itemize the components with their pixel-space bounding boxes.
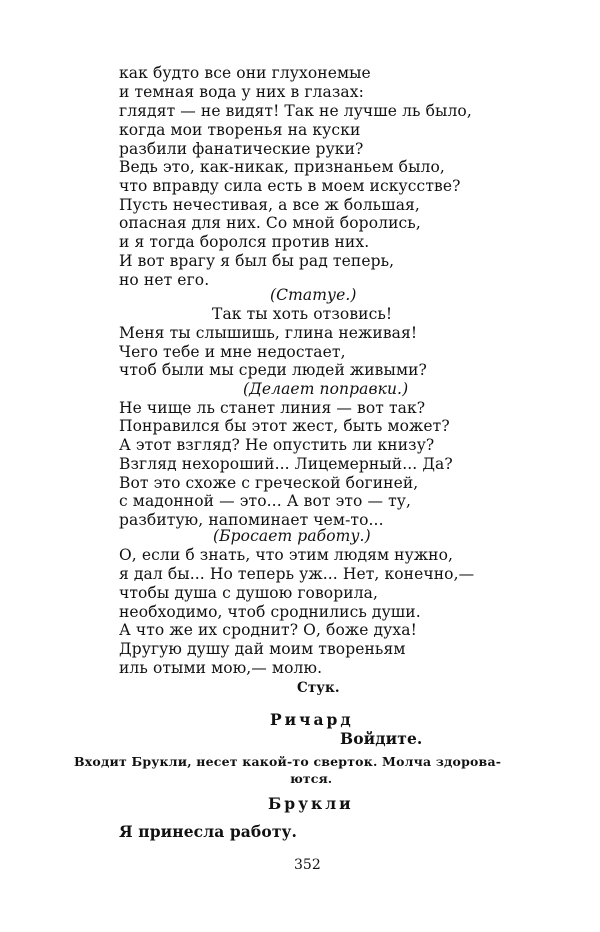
- verse-line: А этот взгляд? Не опустить ли книзу?: [119, 436, 435, 454]
- verse-line: Чего тебе и мне недостает,: [119, 343, 346, 361]
- speaker-name: Ричард: [270, 710, 354, 729]
- verse-line: Не чище ль станет линия — вот так?: [119, 399, 426, 417]
- verse-line: и темная вода у них в глазах:: [119, 83, 364, 101]
- verse-line: Взгляд нехороший... Лицемерный... Да?: [119, 455, 453, 473]
- verse-line: когда мои творенья на куски: [119, 121, 361, 139]
- stage-direction: (Бросает работу.): [213, 527, 371, 545]
- verse-line: чтобы душа с душою говорила,: [119, 584, 379, 602]
- stage-direction: (Статуе.): [270, 286, 357, 304]
- stage-direction: ются.: [290, 771, 333, 786]
- verse-line: с мадонной — это... А вот это — ту,: [119, 492, 412, 510]
- verse-line: иль отыми мою,— молю.: [119, 659, 323, 677]
- verse-line: Вот это схоже с греческой богиней,: [119, 474, 419, 492]
- stage-direction: Стук.: [297, 680, 340, 696]
- verse-line: глядят — не видят! Так не лучше ль было,: [119, 102, 472, 120]
- stage-direction: (Делает поправки.): [243, 380, 409, 398]
- dialogue-line: Войдите.: [340, 729, 423, 748]
- verse-line: Меня ты слышишь, глина неживая!: [119, 324, 418, 342]
- verse-line: и я тогда боролся против них.: [119, 233, 370, 251]
- verse-line: чтоб были мы среди людей живыми?: [119, 361, 427, 379]
- verse-line: разбитую, напоминает чем-то...: [119, 511, 384, 529]
- verse-line: что вправду сила есть в моем искусстве?: [119, 177, 461, 195]
- verse-line: опасная для них. Со мной боролись,: [119, 214, 421, 232]
- verse-line: я дал бы... Но теперь уж... Нет, конечно,—: [119, 565, 475, 583]
- verse-line: Ведь это, как-никак, признаньем было,: [119, 158, 445, 176]
- verse-line: но нет его.: [119, 271, 210, 289]
- verse-line: Понравился бы этот жест, быть может?: [119, 417, 450, 435]
- verse-line: разбили фанатические руки?: [119, 140, 364, 158]
- verse-line: А что же их сроднит? О, боже духа!: [119, 621, 417, 639]
- verse-line: Другую душу дай моим твореньям: [119, 640, 406, 658]
- verse-line: необходимо, чтоб сроднились души.: [119, 603, 421, 621]
- page-number: 352: [294, 857, 321, 873]
- speaker-name: Брукли: [268, 794, 354, 813]
- verse-line: О, если б знать, что этим людям нужно,: [119, 546, 454, 564]
- verse-line: Так ты хоть отзовись!: [212, 305, 393, 323]
- verse-line: И вот врагу я был бы рад теперь,: [119, 252, 395, 270]
- verse-line: Пусть нечестивая, а все ж большая,: [119, 196, 420, 214]
- dialogue-line: Я принесла работу.: [119, 822, 298, 841]
- verse-line: как будто все они глухонемые: [119, 64, 371, 82]
- stage-direction: Входит Брукли, несет какой-то сверток. Молча здорова-: [74, 754, 502, 769]
